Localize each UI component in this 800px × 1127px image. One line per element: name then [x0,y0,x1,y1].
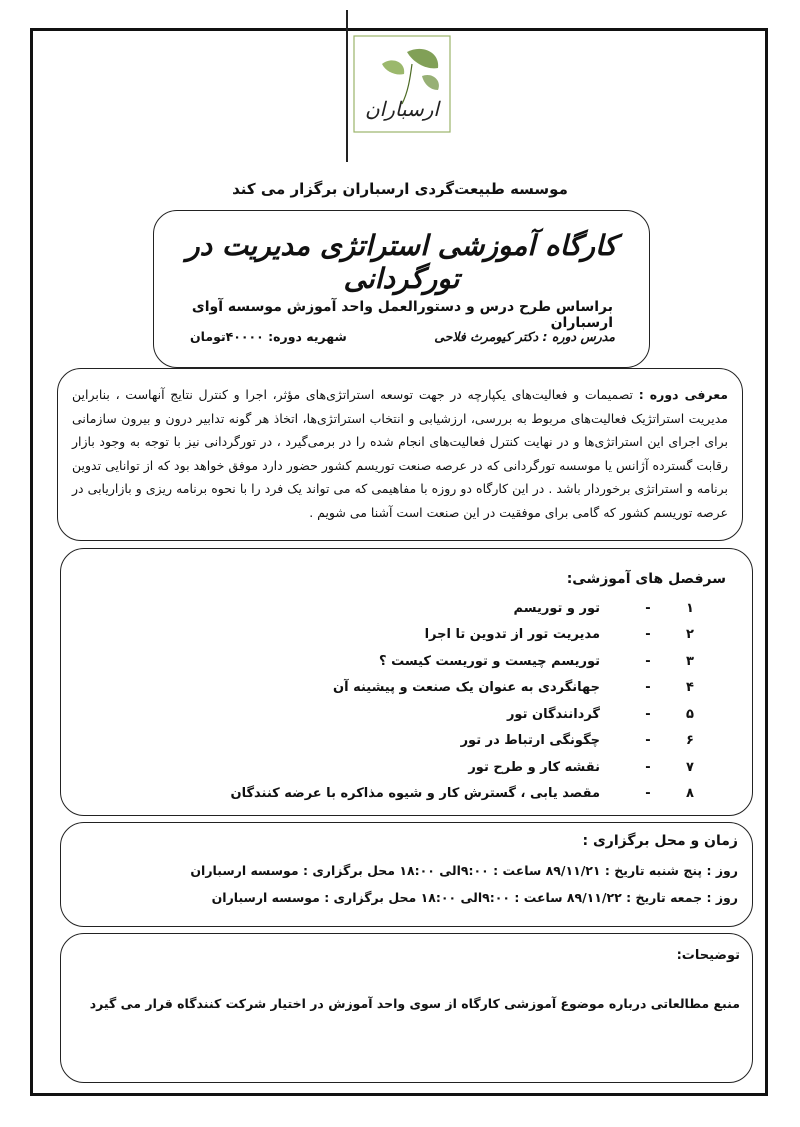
topic-number: ۷ [686,759,694,775]
intro-paragraph [72,383,728,524]
workshop-title: کارگاه آموزشی استراتژی مدیریت در تورگردانی [186,229,617,295]
topic-text: چگونگی ارتباط در تور [460,733,600,749]
list-item [81,675,702,702]
list-item [81,754,702,781]
list-item [81,622,702,649]
topic-list [81,595,702,807]
topic-text: جهانگردی به عنوان یک صنعت و پیشینه آن [333,680,600,696]
intro-label: معرفی دوره : [638,387,728,402]
topic-text: مقصد یابی ، گسترش کار و شیوه مذاکره با عرضه کنندگان [230,786,600,802]
logo-divider [346,10,348,162]
list-item [81,781,702,808]
topic-text: تور و توریسم [513,600,600,616]
topics-heading: سرفصل های آموزشی: [566,571,726,587]
topic-dash: - [645,600,651,616]
topic-dash: - [645,653,651,669]
topic-dash: - [645,680,651,696]
course-fee: شهریه دوره: ۴۰۰۰۰تومان [190,329,347,344]
topic-dash: - [645,706,651,722]
list-item [81,728,702,755]
topic-number: ۱ [686,600,694,616]
topic-text: نقشه کار و طرح تور [468,759,600,775]
topic-number: ۶ [686,733,694,749]
topic-number: ۵ [686,706,694,722]
topic-text: مدیریت تور از تدوین تا اجرا [424,627,600,643]
topic-dash: - [645,733,651,749]
title-box [153,210,650,368]
list-item [81,701,702,728]
notes-box [60,933,753,1083]
topic-dash: - [645,759,651,775]
schedule-row-day2: روز : جمعه تاریخ : ۸۹/۱۱/۲۲ ساعت : ۹:۰۰الی ۱۸:۰۰ محل برگزاری : موسسه ارسباران [211,890,738,905]
topic-number: ۸ [686,786,694,802]
list-item [81,648,702,675]
schedule-row-day1: روز : پنج شنبه تاریخ : ۸۹/۱۱/۲۱ ساعت : ۹:۰۰الی ۱۸:۰۰ محل برگزاری : موسسه ارسباران [190,863,738,878]
logo-wordmark: ارسباران [364,97,440,121]
topic-number: ۲ [686,627,694,643]
topic-dash: - [645,627,651,643]
instructor-name: مدرس دوره : دکتر کیومرث فلاحی [434,329,615,344]
topic-number: ۳ [686,653,694,669]
topics-box [60,548,753,816]
topic-number: ۴ [686,680,694,696]
notes-heading: توضیحات: [676,948,740,963]
intro-text: تصمیمات و فعالیت‌های یکپارچه در جهت توسعه استراتژی‌های مؤثر، اجرا و کنترل نتایج آنهاست ، بنابراین مدیریت استراتژیک فعالیت‌های مربوط به بررسی، ارزشیابی و انتخاب استراتژی‌ها، اتخاذ هر گونه تدابیر درون و بیرون سازمانی برای اجرای این استراتژی‌ها و در نهایت کنترل فعالیت‌های انجام شده را در برمی‌گیرد ، در تورگردانی نیز با توجه به وجود بازار رقابت گسترده آژانس یا موسسه تورگردانی که در عرصه صنعت توریسم کشور حضور دارد موفق خواهد بود که از توانایی تدوین برنامه و استراتژی برخوردار باشد . در این کارگاه دو روزه با مفاهیمی که می تواند یک فرد را با نحوه برنامه ریزی و بازاریابی در عرصه توریسم کشور که گامی برای موفقیت در این صنعت است آشنا می شویم . [72,387,728,520]
basis-line: براساس طرح درس و دستورالعمل واحد آموزش موسسه آوای ارسباران [191,299,613,331]
organizer-line: موسسه طبیعت‌گردی ارسباران برگزار می کند [232,180,568,198]
leaf-logo-icon [352,34,452,134]
notes-text: منبع مطالعاتی درباره موضوع آموزشی کارگاه از سوی واحد آموزش در اختیار شرکت کنندگاه قرار می گیرد [89,996,740,1011]
topic-dash: - [645,786,651,802]
list-item [81,595,702,622]
topic-text: گردانندگان تور [506,706,600,722]
schedule-box [60,822,753,927]
schedule-heading: زمان و محل برگزاری : [582,833,738,849]
intro-box [57,368,743,541]
topic-text: توریسم چیست و توریست کیست ؟ [379,653,600,669]
